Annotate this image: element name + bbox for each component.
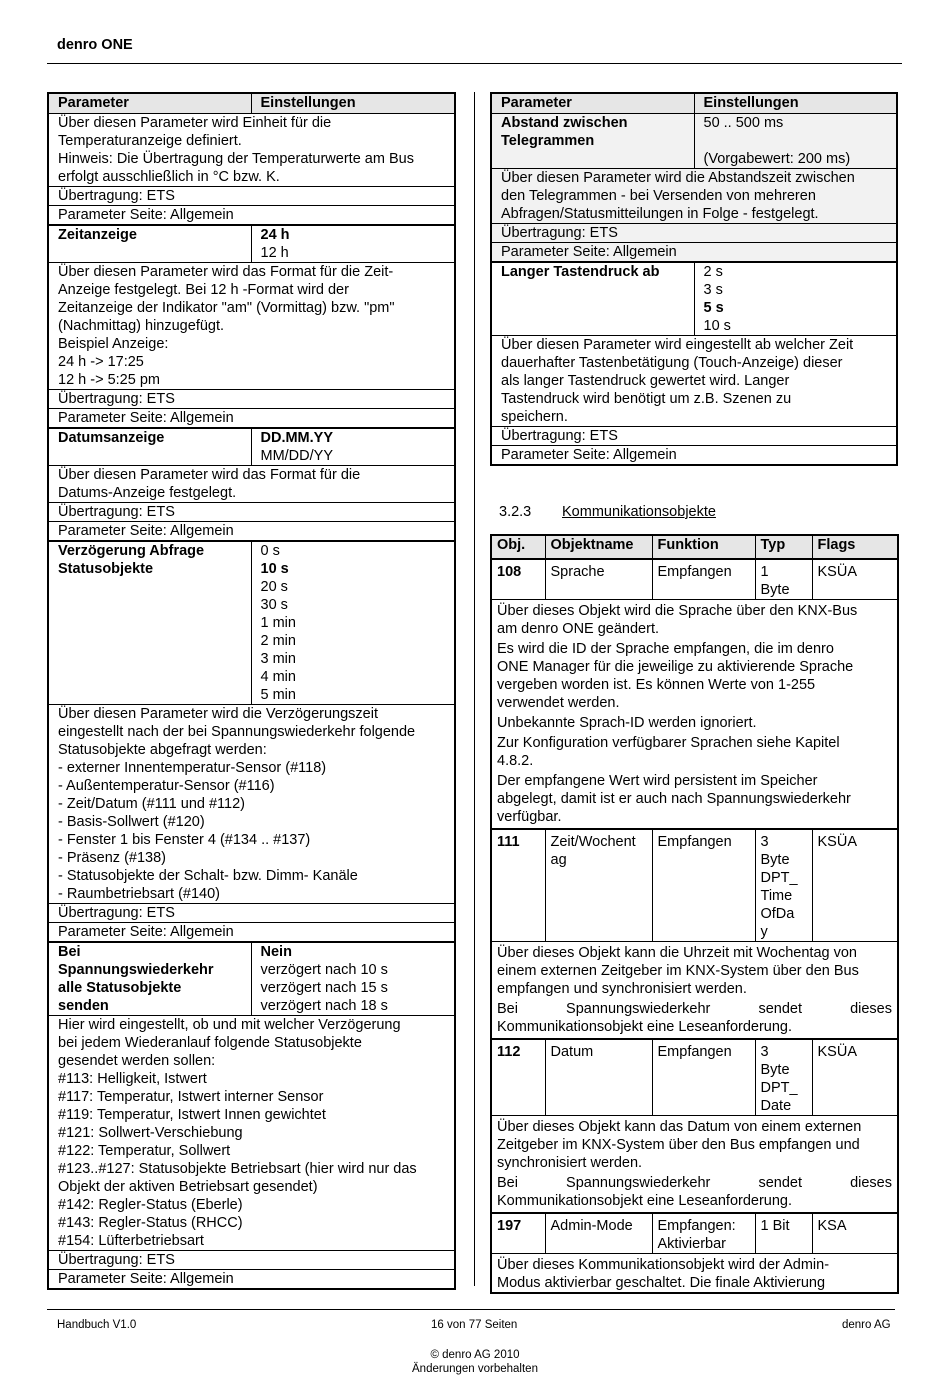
param-page: Parameter Seite: Allgemein	[491, 445, 897, 465]
object-type: 3 Byte DPT_ Date	[755, 1039, 812, 1116]
footer-page-number: 16 von 77 Seiten	[431, 1319, 518, 1331]
right-parameter-table	[490, 92, 898, 466]
param-page: Parameter Seite: Allgemein	[48, 408, 455, 428]
intro-transfer: Übertragung: ETS	[48, 186, 455, 205]
objects-table	[490, 534, 899, 1294]
param-transfer: Übertragung: ETS	[48, 389, 455, 408]
param-page: Parameter Seite: Allgemein	[48, 1269, 455, 1289]
col-header-funktion: Funktion	[652, 535, 755, 559]
col-header-obj: Obj.	[491, 535, 545, 559]
col-header-objektname: Objektname	[545, 535, 652, 559]
param-transfer: Übertragung: ETS	[48, 903, 455, 922]
section-heading	[499, 504, 716, 520]
param-transfer: Übertragung: ETS	[491, 426, 897, 445]
param-values-verzoegerung: 0 s 10 s 20 s 30 s 1 min 2 min 3 min 4 min 5 min	[251, 541, 455, 705]
param-page: Parameter Seite: Allgemein	[48, 922, 455, 942]
param-transfer: Übertragung: ETS	[491, 223, 897, 242]
object-function: Empfangen	[652, 559, 755, 600]
param-desc-datumsanzeige: Über diesen Parameter wird das Format für die Datums-Anzeige festgelegt.	[48, 465, 455, 502]
object-function: Empfangen	[652, 829, 755, 942]
section-title: Kommunikationsobjekte	[562, 504, 716, 520]
intro-description: Über diesen Parameter wird Einheit für die Temperaturanzeige definiert. Hinweis: Die Übertragung der Temperaturwerte am Bus erfolgt ausschließlich in °C bzw. K.	[48, 113, 455, 186]
object-type: 1 Bit	[755, 1213, 812, 1254]
param-values-datumsanzeige: DD.MM.YY MM/DD/YY	[251, 428, 455, 466]
object-type: 3 Byte DPT_ Time OfDa y	[755, 829, 812, 942]
param-page: Parameter Seite: Allgemein	[491, 242, 897, 262]
object-number: 108	[491, 559, 545, 600]
col-header-parameter: Parameter	[48, 93, 251, 113]
object-flags: KSÜA	[812, 1039, 898, 1116]
param-values-spannungswiederkehr: Nein verzögert nach 10 s verzögert nach 15 s verzögert nach 18 s	[251, 942, 455, 1016]
column-divider	[474, 92, 475, 1286]
param-values-tastendruck: 2 s 3 s 5 s 10 s	[694, 262, 897, 336]
object-flags: KSÜA	[812, 829, 898, 942]
object-number: 197	[491, 1213, 545, 1254]
intro-page: Parameter Seite: Allgemein	[48, 205, 455, 225]
object-description: Über dieses Objekt wird die Sprache über den KNX-Bus am denro ONE geändert. Es wird die ID der Sprache empfangen, die im denro ONE Manager für die jeweilige zu aktivierende Sprache vergeben worden ist. Es können Werte von 1-255 verwendet werden. Unbekannte Sprach-ID werden ignoriert. Zur Konfiguration verfügbarer Sprachen siehe Kapitel 4.8.2. Der empfangene Wert wird persistent im Speicher abgelegt, damit ist er auch nach Spannungswiederkehr verfügbar.	[491, 600, 898, 830]
object-description: Über dieses Objekt kann das Datum von einem externen Zeitgeber im KNX-System über den Bus empfangen und synchronisiert werden. Bei Spannungswiederkehr sendet dieses Kommunikationsobjekt eine Leseanforderung.	[491, 1116, 898, 1214]
footer-copyright: © denro AG 2010	[430, 1349, 520, 1361]
param-transfer: Übertragung: ETS	[48, 1250, 455, 1269]
object-type: 1 Byte	[755, 559, 812, 600]
footer-rule	[47, 1309, 895, 1310]
param-name-verzoegerung: Verzögerung Abfrage Statusobjekte	[48, 541, 251, 705]
object-number: 111	[491, 829, 545, 942]
col-header-flags: Flags	[812, 535, 898, 559]
param-values-zeitanzeige: 24 h 12 h	[251, 225, 455, 263]
object-flags: KSA	[812, 1213, 898, 1254]
object-description: Über dieses Objekt kann die Uhrzeit mit Wochentag von einem externen Zeitgeber im KNX-System über den Bus empfangen und synchronisiert werden. Bei Spannungswiederkehr sendet dieses Kommunikationsobjekt eine Leseanforderung.	[491, 942, 898, 1040]
object-name: Sprache	[545, 559, 652, 600]
col-header-settings: Einstellungen	[694, 93, 897, 113]
footer-right: denro AG	[842, 1319, 891, 1331]
object-number: 112	[491, 1039, 545, 1116]
param-desc-zeitanzeige: Über diesen Parameter wird das Format für die Zeit- Anzeige festgelegt. Bei 12 h -Format wird der Zeitanzeige der Indikator "am" (Vormittag) bzw. "pm" (Nachmittag) hinzugefügt. Beispiel Anzeige: 24 h -> 17:25 12 h -> 5:25 pm	[48, 262, 455, 389]
param-desc-verzoegerung: Über diesen Parameter wird die Verzögerungszeit eingestellt nach der bei Spannungswiederkehr folgende Statusobjekte abgefragt werden: - externer Innentemperatur-Sensor (#118) - Außentemperatur-Sensor (#116) - Zeit/Datum (#111 und #112) - Basis-Sollwert (#120) - Fenster 1 bis Fenster 4 (#134 .. #137) - Präsenz (#138) - Statusobjekte der Schalt- bzw. Dimm- Kanäle - Raumbetriebsart (#140)	[48, 704, 455, 903]
param-name-datumsanzeige: Datumsanzeige	[48, 428, 251, 466]
section-number: 3.2.3	[499, 504, 532, 520]
object-function: Empfangen: Aktivierbar	[652, 1213, 755, 1254]
footer-left: Handbuch V1.0	[57, 1319, 137, 1331]
object-description: Über dieses Kommunikationsobjekt wird der Admin- Modus aktivierbar geschaltet. Die finale Aktivierung	[491, 1254, 898, 1294]
param-desc-spannungswiederkehr: Hier wird eingestellt, ob und mit welcher Verzögerung bei jedem Wiederanlauf folgende Statusobjekte gesendet werden sollen: #113: Helligkeit, Istwert #117: Temperatur, Istwert interner Sensor #119: Temperatur, Istwert Innen gewichtet #121: Sollwert-Verschiebung #122: Temperatur, Sollwert #123..#127: Statusobjekte Betriebsart (hier wird nur das Objekt der aktiven Betriebsart gesendet) #142: Regler-Status (Eberle) #143: Regler-Status (RHCC) #154: Lüfterbetriebsart	[48, 1015, 455, 1250]
object-flags: KSÜA	[812, 559, 898, 600]
param-name-spannungswiederkehr: Bei Spannungswiederkehr alle Statusobjekte senden	[48, 942, 251, 1016]
param-name-abstand: Abstand zwischen Telegrammen	[491, 113, 694, 168]
document-header-title: denro ONE	[57, 37, 133, 53]
footer-note: Änderungen vorbehalten	[412, 1363, 538, 1375]
param-values-abstand: 50 .. 500 ms (Vorgabewert: 200 ms)	[694, 113, 897, 168]
object-name: Datum	[545, 1039, 652, 1116]
object-function: Empfangen	[652, 1039, 755, 1116]
param-desc-abstand: Über diesen Parameter wird die Abstandszeit zwischen den Telegrammen - bei Versenden von mehreren Abfragen/Statusmitteilungen in Folge - festgelegt.	[491, 168, 897, 223]
object-name: Zeit/Wochent ag	[545, 829, 652, 942]
param-transfer: Übertragung: ETS	[48, 502, 455, 521]
col-header-typ: Typ	[755, 535, 812, 559]
object-name: Admin-Mode	[545, 1213, 652, 1254]
param-name-tastendruck: Langer Tastendruck ab	[491, 262, 694, 336]
col-header-parameter: Parameter	[491, 93, 694, 113]
header-rule	[47, 63, 902, 64]
param-page: Parameter Seite: Allgemein	[48, 521, 455, 541]
left-parameter-table	[47, 92, 456, 1290]
param-name-zeitanzeige: Zeitanzeige	[48, 225, 251, 263]
col-header-settings: Einstellungen	[251, 93, 455, 113]
param-desc-tastendruck: Über diesen Parameter wird eingestellt ab welcher Zeit dauerhafter Tastenbetätigung (Touch-Anzeige) dieser als langer Tastendruck gewertet wird. Langer Tastendruck wird benötigt um z.B. Szenen zu speichern.	[491, 335, 897, 426]
